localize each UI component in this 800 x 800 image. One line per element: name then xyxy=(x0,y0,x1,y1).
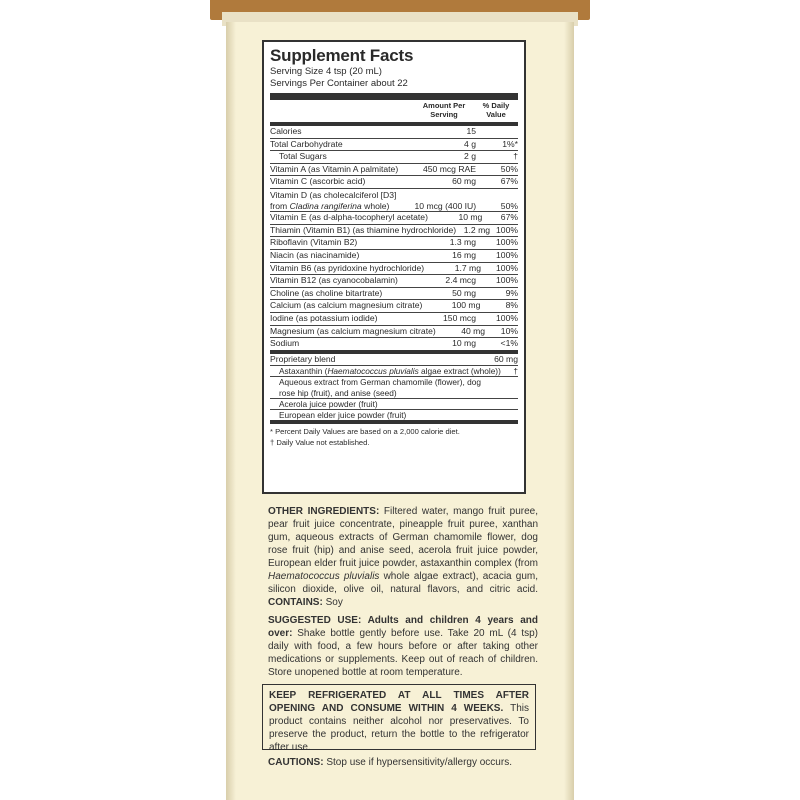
nutrient-row: Calcium (as calcium magnesium citrate) 100 mg 8% xyxy=(270,300,518,313)
supplement-facts-panel xyxy=(262,40,526,494)
nutrient-row: Iodine (as potassium iodide) 150 mcg 100% xyxy=(270,313,518,326)
blend-ingredient: Astaxanthin (Haematococcus pluvialis algae extract (whole)) † xyxy=(270,366,518,377)
nutrient-row: Vitamin D (as cholecalciferol [D3] from Cladina rangiferina whole) 10 mcg (400 IU) 50% xyxy=(270,189,518,211)
nutrient-row: Vitamin B6 (as pyridoxine hydrochloride) 1.7 mg 100% xyxy=(270,263,518,276)
nutrient-row: Magnesium (as calcium magnesium citrate) 40 mg 10% xyxy=(270,326,518,339)
blend-ingredient: Acerola juice powder (fruit) xyxy=(270,399,518,410)
serving-size: Serving Size 4 tsp (20 mL) xyxy=(270,66,382,77)
nutrient-row: Choline (as choline bitartrate) 50 mg 9% xyxy=(270,288,518,301)
nutrient-row: Total Carbohydrate 4 g 1%* xyxy=(270,139,518,152)
thick-divider xyxy=(270,93,518,100)
refrigeration-notice: KEEP REFRIGERATED AT ALL TIMES AFTER OPENING AND CONSUME WITHIN 4 WEEKS. This product contains neither alcohol nor preservatives. To preserve the product, return the bottle to the refrigerator after use. xyxy=(262,684,536,750)
nutrient-row: Sodium 10 mg <1% xyxy=(270,338,518,354)
other-ingredients: OTHER INGREDIENTS: Filtered water, mango fruit puree, pear fruit juice concentrate, pineapple fruit puree, xanthan gum, aqueous extracts of German chamomile flower, dog rose fruit (hip) and anise seed, acerola fruit juice powder, European elder fruit juice powder, astaxanthin complex (from Haematococcus pluvialis whole algae extract), acacia gum, silicon dioxide, olive oil, natural flavors, and citric acid. CONTAINS: Soy xyxy=(268,506,538,608)
nutrient-row: Niacin (as niacinamide) 16 mg 100% xyxy=(270,250,518,263)
facts-column-header xyxy=(270,100,518,126)
servings-per-container: Servings Per Container about 22 xyxy=(270,77,408,89)
nutrient-row: Vitamin E (as d-alpha-tocopheryl acetate) 10 mg 67% xyxy=(270,212,518,225)
proprietary-blend-row: Proprietary blend 60 mg xyxy=(270,354,518,367)
facts-title: Supplement Facts xyxy=(270,46,414,65)
cautions: CAUTIONS: Stop use if hypersensitivity/allergy occurs. xyxy=(268,757,512,768)
panel-shadow-left xyxy=(226,22,236,800)
footnotes: * Percent Daily Values are based on a 2,000 calorie diet. † Daily Value not established. xyxy=(270,427,460,447)
nutrient-row: Riboflavin (Vitamin B2) 1.3 mg 100% xyxy=(270,237,518,250)
blend-ingredient: Aqueous extract from German chamomile (flower), dog rose hip (fruit), and anise (seed) xyxy=(270,377,518,398)
nutrient-row: Total Sugars 2 g † xyxy=(270,151,518,164)
nutrient-row: Calories 15 xyxy=(270,126,518,139)
suggested-use: SUGGESTED USE: Adults and children 4 years and over: Shake bottle gently before use. Take 20 mL (4 tsp) daily with food, a few hours before or after taking other medications or supplements. Keep out of reach of children. Store unopened bottle at room temperature. xyxy=(268,615,538,678)
nutrient-row: Thiamin (Vitamin B1) (as thiamine hydrochloride) 1.2 mg 100% xyxy=(270,225,518,238)
nutrient-row: Vitamin A (as Vitamin A palmitate) 450 mcg RAE 50% xyxy=(270,164,518,177)
dv-header: % Daily Value xyxy=(482,101,510,119)
panel-shadow-right xyxy=(564,22,574,800)
nutrient-row: Vitamin B12 (as cyanocobalamin) 2.4 mcg 100% xyxy=(270,275,518,288)
nutrient-row: Vitamin C (ascorbic acid) 60 mg 67% xyxy=(270,176,518,189)
blend-ingredient: European elder juice powder (fruit) xyxy=(270,410,518,424)
amount-header: Amount Per Serving xyxy=(422,101,466,119)
